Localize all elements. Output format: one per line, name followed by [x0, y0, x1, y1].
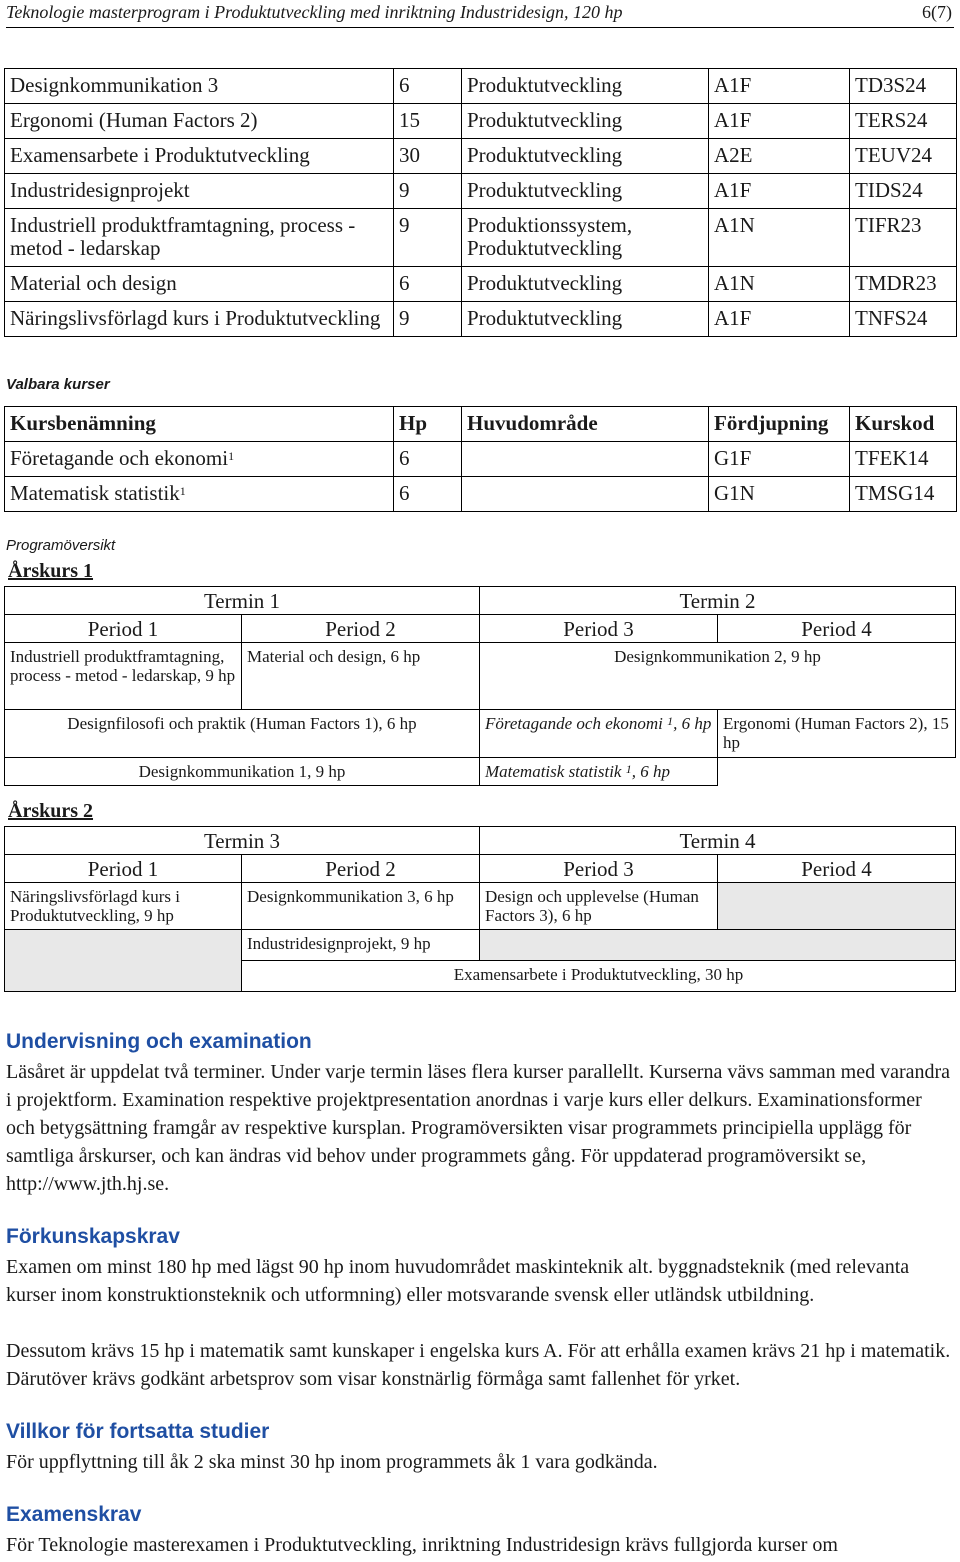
- course-area: Produktutveckling: [462, 174, 709, 209]
- header-hp: Hp: [394, 407, 462, 442]
- elective-label: Valbara kurser: [6, 376, 110, 393]
- elective-header-row: [5, 407, 957, 442]
- footnote-marker: 1: [228, 449, 235, 463]
- course-block: Design och upplevelse (Human Factors 3), 6 hp: [479, 882, 718, 930]
- course-level: A2E: [709, 139, 850, 174]
- period-header: Period 3: [479, 854, 718, 883]
- section-paragraph: För uppflyttning till åk 2 ska minst 30 hp inom programmets åk 1 vara godkända.: [6, 1451, 658, 1473]
- course-level: G1F: [709, 442, 850, 477]
- section-paragraph: Läsåret är uppdelat två terminer. Under varje termin läses flera kurser parallellt. Kurserna vävs samman med varandra i projektform. Examination respektive projektpresentation anordnas i varje kurs eller delkurs. Examinationsformer och betygsättning framgår av respektive kursplan. Programöversikten visar programmets principiella upplägg för samtliga årskurser, och kan ändras vid behov under programmets gång. För uppdaterad programöversikt se, http://www.jth.hj.se.: [6, 1061, 951, 1195]
- table-row: [5, 104, 957, 139]
- table-row: [5, 69, 957, 104]
- course-hp: 6: [394, 267, 462, 302]
- page-number: 6(7): [922, 2, 952, 22]
- course-block: Företagande och ekonomi $^1$, 6 hp: [479, 709, 718, 758]
- course-hp: 6: [394, 69, 462, 104]
- course-name: Företagande och ekonomi$^1$: [5, 442, 394, 477]
- course-hp: 6: [394, 442, 462, 477]
- year2-label: Årskurs 2: [8, 800, 94, 822]
- course-area: Produktutveckling: [462, 139, 709, 174]
- year1-overview-grid: [4, 586, 956, 786]
- course-code: TD3S24: [850, 69, 957, 104]
- course-code: TNFS24: [850, 302, 957, 337]
- table-row: [5, 442, 957, 477]
- course-block: Examensarbete i Produktutveckling, 30 hp: [241, 960, 956, 992]
- term-header: Termin 1: [4, 586, 480, 615]
- footnote-marker: 1: [625, 762, 632, 776]
- course-name: Examensarbete i Produktutveckling: [5, 139, 394, 174]
- term-header: Termin 4: [479, 826, 956, 855]
- course-area: Produktutveckling: [462, 104, 709, 139]
- course-level: A1F: [709, 302, 850, 337]
- course-table: [4, 68, 957, 337]
- section-heading: Villkor för fortsatta studier: [6, 1420, 270, 1443]
- section-heading: Förkunskapskrav: [6, 1225, 180, 1248]
- course-hp: 9: [394, 174, 462, 209]
- course-level: A1F: [709, 104, 850, 139]
- footnote-marker: 1: [667, 714, 674, 728]
- period-header: Period 1: [4, 614, 242, 643]
- year1-label: Årskurs 1: [8, 560, 94, 582]
- table-row: [5, 174, 957, 209]
- course-name: Matematisk statistik$^1$: [5, 477, 394, 512]
- footnote-marker: 1: [179, 484, 186, 498]
- period-header: Period 3: [479, 614, 718, 643]
- course-block: Ergonomi (Human Factors 2), 15 hp: [717, 709, 956, 758]
- course-block: Designfilosofi och praktik (Human Factors 1), 6 hp: [4, 709, 480, 758]
- course-level: A1F: [709, 174, 850, 209]
- document-title: Teknologie masterprogram i Produktutveckling med inriktning Industridesign, 120 hp: [6, 2, 623, 22]
- table-row: [5, 302, 957, 337]
- empty-slot: [4, 929, 242, 992]
- course-code: TMDR23: [850, 267, 957, 302]
- period-header: Period 4: [717, 854, 956, 883]
- section-heading: Examenskrav: [6, 1503, 142, 1526]
- table-row: [5, 477, 957, 512]
- course-hp: 6: [394, 477, 462, 512]
- course-name: Designkommunikation 3: [5, 69, 394, 104]
- course-block: Näringslivsförlagd kurs i Produktutveckling, 9 hp: [4, 882, 242, 930]
- course-name: Industridesignprojekt: [5, 174, 394, 209]
- course-code: TIFR23: [850, 209, 957, 267]
- course-name: Näringslivsförlagd kurs i Produktutveckling: [5, 302, 394, 337]
- course-level: G1N: [709, 477, 850, 512]
- section-paragraph: För Teknologie masterexamen i Produktutveckling, inriktning Industridesign krävs fullgjorda kurser om: [6, 1534, 838, 1556]
- header-main-area: Huvudområde: [462, 407, 709, 442]
- section-paragraph: Examen om minst 180 hp med lägst 90 hp inom huvudområdet maskinteknik alt. byggnadsteknik (med relevanta kurser inom konstruktionsteknik och utformning) eller motsvarande svensk eller utländsk utbildning.: [6, 1256, 910, 1306]
- period-header: Period 2: [241, 854, 480, 883]
- course-block: Designkommunikation 2, 9 hp: [479, 642, 956, 710]
- course-area: [462, 477, 709, 512]
- header-course-code: Kurskod: [850, 407, 957, 442]
- year2-overview-grid: [4, 826, 956, 992]
- course-level: A1N: [709, 267, 850, 302]
- section-paragraph: Dessutom krävs 15 hp i matematik samt kunskaper i engelska kurs A. För att erhålla examen krävs 21 hp i matematik. Därutöver krävs godkänt arbetsprov som visar konstnärlig förmåga samt fallenhet för yrket.: [6, 1340, 951, 1390]
- empty-slot: [479, 929, 956, 961]
- course-block: Designkommunikation 3, 6 hp: [241, 882, 480, 930]
- course-block: Material och design, 6 hp: [241, 642, 480, 710]
- course-code: TMSG14: [850, 477, 957, 512]
- course-hp: 9: [394, 302, 462, 337]
- empty-slot: [717, 882, 956, 930]
- course-code: TEUV24: [850, 139, 957, 174]
- header-course-name: Kursbenämning: [5, 407, 394, 442]
- term-header: Termin 3: [4, 826, 480, 855]
- course-name: Industriell produktframtagning, process - metod - ledarskap: [5, 209, 394, 267]
- period-header: Period 2: [241, 614, 480, 643]
- elective-table: [4, 406, 957, 512]
- course-area: [462, 442, 709, 477]
- course-block: Designkommunikation 1, 9 hp: [4, 757, 480, 786]
- course-level: A1F: [709, 69, 850, 104]
- period-header: Period 4: [717, 614, 956, 643]
- period-header: Period 1: [4, 854, 242, 883]
- table-row: [5, 267, 957, 302]
- course-area: Produktionssystem, Produktutveckling: [462, 209, 709, 267]
- overview-label: Programöversikt: [6, 537, 116, 554]
- course-block: Matematisk statistik $^1$, 6 hp: [479, 757, 718, 786]
- course-block: Industriell produktframtagning, process - metod - ledarskap, 9 hp: [4, 642, 242, 710]
- course-name: Ergonomi (Human Factors 2): [5, 104, 394, 139]
- course-code: TIDS24: [850, 174, 957, 209]
- course-area: Produktutveckling: [462, 302, 709, 337]
- header-level: Fördjupning: [709, 407, 850, 442]
- course-block: Industridesignprojekt, 9 hp: [241, 929, 480, 961]
- page-header: [6, 0, 954, 28]
- course-code: TERS24: [850, 104, 957, 139]
- course-hp: 15: [394, 104, 462, 139]
- course-level: A1N: [709, 209, 850, 267]
- term-header: Termin 2: [479, 586, 956, 615]
- table-row: [5, 139, 957, 174]
- course-name: Material och design: [5, 267, 394, 302]
- section-heading: Undervisning och examination: [6, 1030, 312, 1053]
- table-row: [5, 209, 957, 267]
- course-hp: 9: [394, 209, 462, 267]
- course-hp: 30: [394, 139, 462, 174]
- course-area: Produktutveckling: [462, 267, 709, 302]
- course-code: TFEK14: [850, 442, 957, 477]
- course-area: Produktutveckling: [462, 69, 709, 104]
